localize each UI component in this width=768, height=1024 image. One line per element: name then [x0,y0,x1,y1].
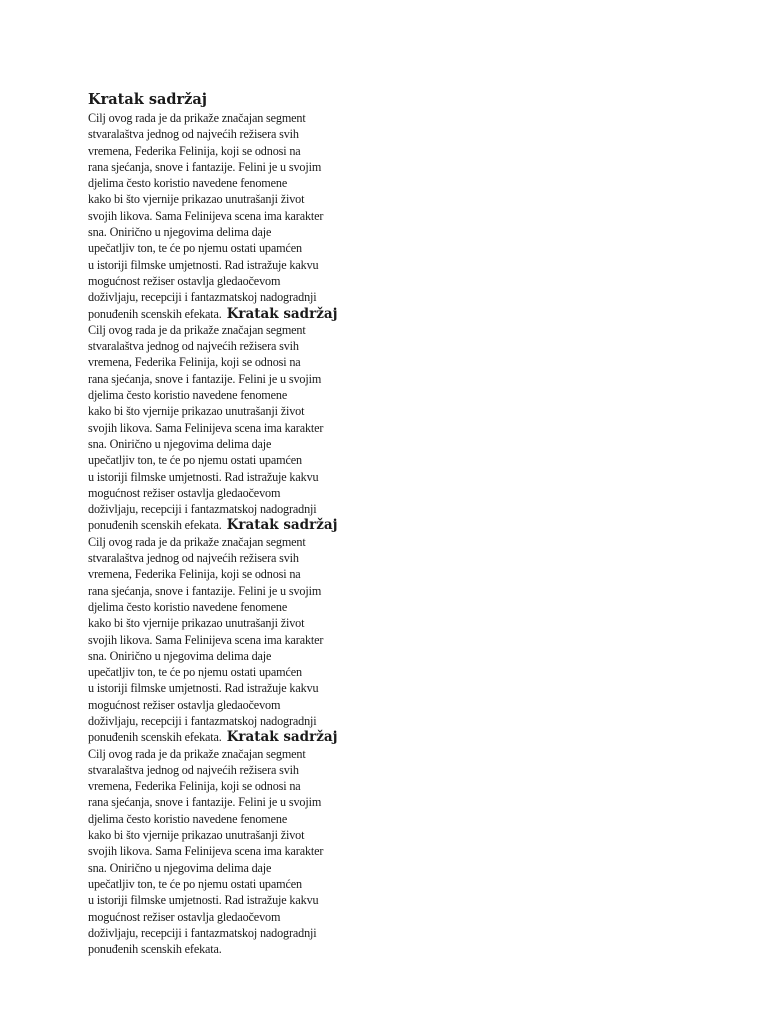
paragraph-line: doživljaju, recepciji i fantazmatskoj nadogradnji [88,925,317,940]
paragraph-line: stvaralaštva jednog od najvećih režisera svih [88,551,299,566]
paragraph-line: ponuđenih scenskih efekata. [88,942,222,957]
paragraph-line: upečatljiv ton, te će po njemu ostati upamćen [88,241,302,256]
paragraph-line: vremena, Federika Felinija, koji se odnosi na [88,567,301,582]
paragraph-line: djelima često koristio navedene fenomene [88,388,288,403]
paragraph-line: kako bi što vjernije prikazao unutrašanji život [88,192,305,207]
section-heading: Kratak sadržaj [226,517,338,534]
paragraph-line: mogućnost režiser ostavlja gledaočevom [88,485,281,500]
abstract-block-1 [88,110,388,322]
paragraph-line: u istoriji filmske umjetnosti. Rad istražuje kakvu [88,681,319,696]
paragraph-line: ponuđenih scenskih efekata. [88,518,222,533]
paragraph-last-line [88,306,388,322]
paragraph-line: doživljaju, recepciji i fantazmatskoj nadogradnji [88,502,317,517]
paragraph-line: stvaralaštva jednog od najvećih režisera svih [88,339,299,354]
paragraph-line: u istoriji filmske umjetnosti. Rad istražuje kakvu [88,893,319,908]
paragraph-line: Cilj ovog rada je da prikaže značajan segment [88,322,306,337]
paragraph-line: u istoriji filmske umjetnosti. Rad istražuje kakvu [88,257,319,272]
abstract-block-3 [88,534,388,746]
paragraph-line: Cilj ovog rada je da prikaže značajan segment [88,534,306,549]
paragraph-line: kako bi što vjernije prikazao unutrašanji život [88,404,305,419]
paragraph-line: svojih likova. Sama Felinijeva scena ima karakter [88,420,324,435]
paragraph-line: vremena, Federika Felinija, koji se odnosi na [88,779,301,794]
paragraph-line: doživljaju, recepciji i fantazmatskoj nadogradnji [88,713,317,728]
abstract-block-2 [88,322,388,534]
paragraph-line: upečatljiv ton, te će po njemu ostati upamćen [88,876,302,891]
section-heading: Kratak sadržaj [226,729,338,746]
paragraph-line: kako bi što vjernije prikazao unutrašanji život [88,828,305,843]
paragraph-line: mogućnost režiser ostavlja gledaočevom [88,697,281,712]
paragraph-line: sna. Onirično u njegovima delima daje [88,860,272,875]
paragraph-line: svojih likova. Sama Felinijeva scena ima karakter [88,208,324,223]
paragraph-line: rana sjećanja, snove i fantazije. Felini je u svojim [88,371,322,386]
paragraph-line: ponuđenih scenskih efekata. [88,730,222,745]
paragraph-line: djelima često koristio navedene fenomene [88,599,288,614]
paragraph-line: djelima često koristio navedene fenomene [88,176,288,191]
paragraph-line: stvaralaštva jednog od najvećih režisera svih [88,127,299,142]
paragraph-line: Cilj ovog rada je da prikaže značajan segment [88,111,306,125]
paragraph-line: rana sjećanja, snove i fantazije. Felini je u svojim [88,795,322,810]
section-heading: Kratak sadržaj [88,91,208,108]
paragraph-last-line [88,517,388,533]
abstract-block-4 [88,746,388,958]
paragraph-line: rana sjećanja, snove i fantazije. Felini je u svojim [88,583,322,598]
paragraph-line: ponuđenih scenskih efekata. [88,306,222,321]
paragraph-line: mogućnost režiser ostavlja gledaočevom [88,273,281,288]
paragraph-line: djelima često koristio navedene fenomene [88,811,288,826]
paragraph-last-line [88,729,388,745]
paragraph-line: sna. Onirično u njegovima delima daje [88,648,272,663]
paragraph-line: kako bi što vjernije prikazao unutrašanji život [88,616,305,631]
paragraph-line: stvaralaštva jednog od najvećih režisera svih [88,762,299,777]
paragraph-line: sna. Onirično u njegovima delima daje [88,436,272,451]
paragraph-line: doživljaju, recepciji i fantazmatskoj nadogradnji [88,290,317,305]
paragraph-line: Cilj ovog rada je da prikaže značajan segment [88,746,306,761]
paragraph-line: sna. Onirično u njegovima delima daje [88,225,272,240]
paragraph-line: upečatljiv ton, te će po njemu ostati upamćen [88,453,302,468]
paragraph-line: svojih likova. Sama Felinijeva scena ima karakter [88,844,324,859]
paragraph-line: rana sjećanja, snove i fantazije. Felini je u svojim [88,159,322,174]
paragraph-line: mogućnost režiser ostavlja gledaočevom [88,909,281,924]
paragraph-line: vremena, Federika Felinija, koji se odnosi na [88,143,301,158]
paragraph-line: u istoriji filmske umjetnosti. Rad istražuje kakvu [88,469,319,484]
paragraph-line: vremena, Federika Felinija, koji se odnosi na [88,355,301,370]
paragraph-line: upečatljiv ton, te će po njemu ostati upamćen [88,665,302,680]
section-heading: Kratak sadržaj [226,305,338,322]
paragraph-line: svojih likova. Sama Felinijeva scena ima karakter [88,632,324,647]
document-page [88,90,388,957]
